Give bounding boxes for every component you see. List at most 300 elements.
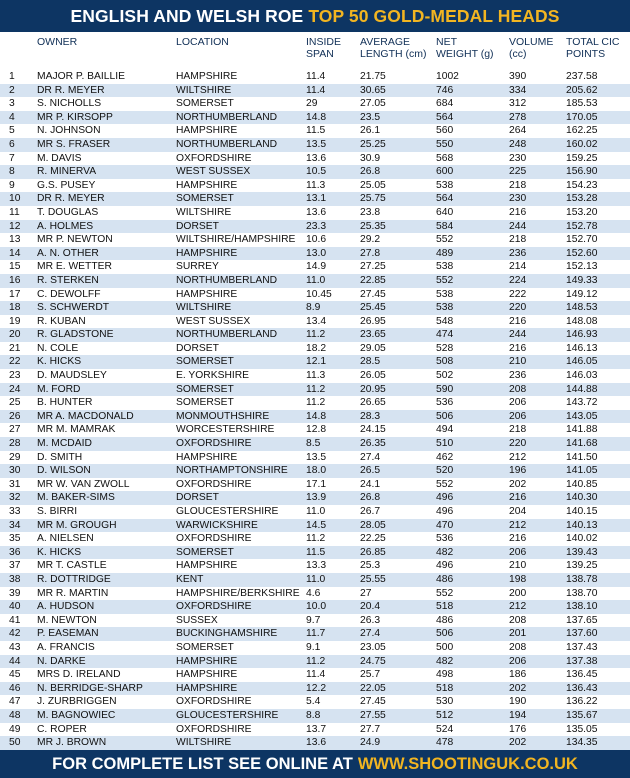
cell-inside-span: 18.0	[306, 465, 327, 477]
table-row	[0, 546, 630, 560]
cell-rank: 18	[9, 302, 21, 314]
cell-inside-span: 9.1	[306, 641, 321, 653]
table-row	[0, 410, 630, 424]
cell-total-points: 136.43	[566, 682, 598, 694]
cell-average-length: 26.7	[360, 506, 381, 517]
cell-location: NORTHUMBERLAND	[176, 138, 278, 150]
cell-location: HAMPSHIRE/BERKSHIRE	[176, 587, 300, 599]
cell-average-length: 22.85	[360, 274, 386, 286]
cell-net-weight: 684	[436, 98, 454, 110]
cell-volume: 216	[509, 342, 527, 354]
cell-owner: DR R. MEYER	[37, 84, 105, 96]
cell-average-length: 28.5	[360, 356, 381, 368]
cell-inside-span: 23.3	[306, 220, 327, 232]
cell-average-length: 27	[360, 587, 372, 599]
table-row	[0, 220, 630, 234]
cell-inside-span: 11.2	[306, 655, 326, 667]
cell-owner: R. DOTTRIDGE	[37, 573, 111, 585]
cell-total-points: 148.53	[566, 302, 598, 314]
cell-total-points: 153.20	[566, 206, 598, 218]
cell-owner: DR R. MEYER	[37, 193, 105, 205]
cell-inside-span: 11.4	[306, 71, 326, 82]
cell-inside-span: 11.2	[306, 397, 326, 409]
cell-total-points: 136.22	[566, 696, 598, 708]
cell-owner: A. FRANCIS	[37, 641, 95, 653]
cell-total-points: 153.28	[566, 193, 598, 205]
cell-owner: D. SMITH	[37, 451, 83, 463]
cell-net-weight: 568	[436, 152, 454, 164]
cell-inside-span: 10.5	[306, 166, 327, 178]
cell-location: HAMPSHIRE	[176, 560, 238, 572]
cell-owner: B. HUNTER	[37, 397, 93, 409]
cell-owner: M. DAVIS	[37, 152, 82, 164]
footer-text: FOR COMPLETE LIST SEE ONLINE AT	[52, 754, 353, 773]
cell-average-length: 25.55	[360, 573, 386, 585]
cell-rank: 29	[9, 451, 21, 463]
cell-inside-span: 11.0	[306, 274, 326, 286]
cell-total-points: 141.50	[566, 451, 598, 463]
table-row	[0, 641, 630, 655]
cell-owner: T. DOUGLAS	[37, 206, 99, 218]
cell-location: SUSSEX	[176, 614, 218, 626]
cell-total-points: 140.02	[566, 533, 598, 545]
cell-average-length: 25.35	[360, 220, 386, 232]
cell-rank: 2	[9, 84, 15, 96]
cell-net-weight: 538	[436, 261, 454, 273]
cell-average-length: 26.1	[360, 125, 381, 137]
cell-location: OXFORDSHIRE	[176, 152, 252, 164]
header-inside-span: INSIDE SPAN	[306, 36, 342, 60]
cell-average-length: 24.9	[360, 737, 381, 749]
header-volume: VOLUME (cc)	[509, 36, 554, 60]
table-row	[0, 233, 630, 247]
cell-owner: M. MCDAID	[37, 438, 92, 450]
cell-net-weight: 506	[436, 410, 454, 422]
cell-volume: 390	[509, 71, 527, 82]
cell-volume: 334	[509, 84, 527, 96]
cell-average-length: 29.2	[360, 234, 381, 246]
cell-rank: 16	[9, 274, 21, 286]
cell-inside-span: 13.4	[306, 315, 327, 327]
cell-location: BUCKINGHAMSHIRE	[176, 628, 278, 640]
cell-inside-span: 13.6	[306, 206, 327, 218]
table-row	[0, 165, 630, 179]
cell-inside-span: 13.0	[306, 247, 327, 259]
cell-rank: 46	[9, 682, 21, 694]
cell-location: HAMPSHIRE	[176, 288, 238, 300]
cell-average-length: 26.35	[360, 438, 386, 450]
cell-total-points: 148.08	[566, 315, 598, 327]
cell-volume: 218	[509, 234, 527, 246]
cell-total-points: 160.02	[566, 138, 598, 150]
cell-location: WILTSHIRE	[176, 302, 232, 314]
cell-total-points: 143.05	[566, 410, 598, 422]
cell-rank: 24	[9, 383, 21, 395]
cell-volume: 196	[509, 465, 527, 477]
cell-location: OXFORDSHIRE	[176, 533, 252, 545]
cell-net-weight: 496	[436, 492, 454, 504]
cell-net-weight: 494	[436, 424, 454, 436]
cell-inside-span: 11.5	[306, 125, 326, 137]
cell-location: SOMERSET	[176, 546, 234, 558]
cell-location: WORCESTERSHIRE	[176, 424, 275, 436]
cell-inside-span: 11.3	[306, 370, 326, 382]
cell-owner: MR S. FRASER	[37, 138, 111, 150]
cell-net-weight: 508	[436, 356, 454, 368]
cell-volume: 244	[509, 329, 527, 341]
title-accent: TOP 50 GOLD-MEDAL HEADS	[308, 5, 560, 26]
cell-owner: A. HOLMES	[37, 220, 94, 232]
header-location: LOCATION	[176, 36, 229, 48]
cell-net-weight: 486	[436, 614, 454, 626]
cell-owner: K. HICKS	[37, 356, 82, 368]
cell-owner: MR P. KIRSOPP	[37, 111, 113, 123]
table-row	[0, 451, 630, 465]
table-row	[0, 342, 630, 356]
cell-average-length: 25.45	[360, 302, 386, 314]
cell-net-weight: 512	[436, 709, 454, 721]
cell-rank: 17	[9, 288, 21, 300]
cell-average-length: 26.85	[360, 546, 386, 558]
cell-inside-span: 9.7	[306, 614, 321, 626]
cell-volume: 186	[509, 669, 527, 681]
cell-total-points: 138.70	[566, 587, 598, 599]
table-row	[0, 478, 630, 492]
cell-owner: MR W. VAN ZWOLL	[37, 478, 130, 490]
cell-location: WEST SUSSEX	[176, 315, 251, 327]
cell-average-length: 26.95	[360, 315, 386, 327]
cell-volume: 206	[509, 397, 527, 409]
cell-average-length: 26.3	[360, 614, 381, 626]
cell-total-points: 144.88	[566, 383, 598, 395]
cell-location: WARWICKSHIRE	[176, 519, 258, 531]
cell-owner: M. NEWTON	[37, 614, 97, 626]
cell-inside-span: 14.8	[306, 111, 327, 123]
cell-volume: 216	[509, 315, 527, 327]
cell-owner: S. BIRRI	[37, 506, 78, 517]
cell-net-weight: 500	[436, 641, 454, 653]
cell-inside-span: 11.2	[306, 383, 326, 395]
cell-total-points: 205.62	[566, 84, 598, 96]
cell-total-points: 136.45	[566, 669, 598, 681]
cell-total-points: 146.03	[566, 370, 598, 382]
cell-volume: 198	[509, 573, 527, 585]
cell-inside-span: 13.5	[306, 138, 327, 150]
header-average-length: AVERAGE LENGTH (cm)	[360, 36, 427, 60]
cell-owner: N. COLE	[37, 342, 79, 354]
cell-location: OXFORDSHIRE	[176, 478, 252, 490]
cell-volume: 176	[509, 723, 527, 735]
cell-average-length: 27.7	[360, 723, 381, 735]
table-row	[0, 111, 630, 125]
cell-location: SOMERSET	[176, 383, 234, 395]
cell-net-weight: 482	[436, 655, 454, 667]
cell-location: HAMPSHIRE	[176, 451, 238, 463]
table-row	[0, 383, 630, 397]
cell-volume: 212	[509, 451, 527, 463]
cell-inside-span: 12.1	[306, 356, 327, 368]
cell-location: WEST SUSSEX	[176, 166, 251, 178]
cell-average-length: 24.1	[360, 478, 381, 490]
cell-total-points: 152.13	[566, 261, 598, 273]
table-row	[0, 464, 630, 478]
cell-location: HAMPSHIRE	[176, 655, 238, 667]
cell-rank: 14	[9, 247, 21, 259]
table-row	[0, 179, 630, 193]
table-row	[0, 491, 630, 505]
table-row	[0, 736, 630, 750]
cell-net-weight: 538	[436, 288, 454, 300]
cell-location: DORSET	[176, 492, 219, 504]
cell-location: SOMERSET	[176, 641, 234, 653]
cell-location: HAMPSHIRE	[176, 125, 238, 137]
table-row	[0, 423, 630, 437]
cell-net-weight: 552	[436, 234, 454, 246]
cell-total-points: 146.05	[566, 356, 598, 368]
cell-owner: MRS D. IRELAND	[37, 669, 121, 681]
cell-total-points: 141.05	[566, 465, 598, 477]
table-row	[0, 627, 630, 641]
table-row	[0, 315, 630, 329]
cell-volume: 206	[509, 410, 527, 422]
cell-net-weight: 528	[436, 342, 454, 354]
table-row	[0, 206, 630, 220]
cell-net-weight: 552	[436, 274, 454, 286]
cell-owner: MR M. MAMRAK	[37, 424, 116, 436]
cell-average-length: 28.05	[360, 519, 386, 531]
cell-inside-span: 13.1	[306, 193, 327, 205]
cell-owner: G.S. PUSEY	[37, 179, 96, 191]
cell-rank: 3	[9, 98, 15, 110]
cell-volume: 278	[509, 111, 527, 123]
cell-owner: P. EASEMAN	[37, 628, 99, 640]
cell-volume: 210	[509, 560, 527, 572]
cell-volume: 225	[509, 166, 527, 178]
cell-rank: 36	[9, 546, 21, 558]
cell-location: SURREY	[176, 261, 219, 273]
cell-net-weight: 478	[436, 737, 454, 749]
cell-net-weight: 538	[436, 302, 454, 314]
table-row	[0, 274, 630, 288]
cell-net-weight: 746	[436, 84, 454, 96]
cell-average-length: 23.8	[360, 206, 381, 218]
cell-average-length: 26.5	[360, 465, 381, 477]
cell-volume: 230	[509, 152, 527, 164]
cell-owner: N. JOHNSON	[37, 125, 101, 137]
cell-location: OXFORDSHIRE	[176, 723, 252, 735]
cell-total-points: 149.33	[566, 274, 598, 286]
cell-inside-span: 11.4	[306, 669, 326, 681]
cell-net-weight: 590	[436, 383, 454, 395]
cell-owner: A. N. OTHER	[37, 247, 99, 259]
cell-average-length: 24.75	[360, 655, 386, 667]
table-row	[0, 682, 630, 696]
cell-net-weight: 520	[436, 465, 454, 477]
cell-average-length: 27.25	[360, 261, 386, 273]
cell-owner: MAJOR P. BAILLIE	[37, 71, 125, 82]
cell-rank: 12	[9, 220, 21, 232]
cell-owner: R. GLADSTONE	[37, 329, 114, 341]
table-row	[0, 152, 630, 166]
cell-total-points: 159.25	[566, 152, 598, 164]
cell-rank: 22	[9, 356, 21, 368]
cell-volume: 248	[509, 138, 527, 150]
cell-owner: C. ROPER	[37, 723, 87, 735]
cell-inside-span: 13.6	[306, 152, 327, 164]
cell-net-weight: 462	[436, 451, 454, 463]
cell-average-length: 27.05	[360, 98, 386, 110]
cell-average-length: 26.8	[360, 492, 381, 504]
cell-inside-span: 13.9	[306, 492, 327, 504]
cell-owner: MR R. MARTIN	[37, 587, 109, 599]
cell-total-points: 134.35	[566, 737, 598, 749]
cell-inside-span: 17.1	[306, 478, 327, 490]
cell-owner: M. FORD	[37, 383, 81, 395]
cell-volume: 206	[509, 546, 527, 558]
cell-volume: 194	[509, 709, 527, 721]
cell-owner: A. HUDSON	[37, 601, 95, 613]
table-row	[0, 723, 630, 737]
cell-rank: 19	[9, 315, 21, 327]
cell-location: NORTHUMBERLAND	[176, 111, 278, 123]
cell-net-weight: 560	[436, 125, 454, 137]
cell-net-weight: 548	[436, 315, 454, 327]
cell-inside-span: 29	[306, 98, 318, 110]
cell-net-weight: 518	[436, 682, 454, 694]
cell-net-weight: 1002	[436, 71, 459, 82]
cell-average-length: 23.5	[360, 111, 381, 123]
cell-total-points: 140.30	[566, 492, 598, 504]
cell-inside-span: 11.2	[306, 533, 326, 545]
cell-total-points: 138.10	[566, 601, 598, 613]
cell-total-points: 137.38	[566, 655, 598, 667]
cell-location: SOMERSET	[176, 98, 234, 110]
cell-average-length: 20.95	[360, 383, 386, 395]
cell-volume: 236	[509, 247, 527, 259]
cell-net-weight: 524	[436, 723, 454, 735]
cell-average-length: 24.15	[360, 424, 386, 436]
cell-average-length: 26.05	[360, 370, 386, 382]
footer-url-link[interactable]: WWW.SHOOTINGUK.CO.UK	[357, 754, 578, 773]
cell-location: OXFORDSHIRE	[176, 696, 252, 708]
table-body	[0, 70, 630, 750]
cell-location: OXFORDSHIRE	[176, 601, 252, 613]
cell-average-length: 29.05	[360, 342, 386, 354]
cell-location: HAMPSHIRE	[176, 71, 238, 82]
cell-net-weight: 482	[436, 546, 454, 558]
cell-net-weight: 498	[436, 669, 454, 681]
cell-rank: 42	[9, 628, 21, 640]
cell-volume: 218	[509, 424, 527, 436]
cell-total-points: 162.25	[566, 125, 598, 137]
table-row	[0, 124, 630, 138]
table-row	[0, 559, 630, 573]
cell-average-length: 27.4	[360, 451, 381, 463]
table-row	[0, 587, 630, 601]
cell-average-length: 28.3	[360, 410, 381, 422]
cell-rank: 43	[9, 641, 21, 653]
cell-owner: D. MAUDSLEY	[37, 370, 107, 382]
cell-location: SOMERSET	[176, 356, 234, 368]
cell-rank: 8	[9, 166, 15, 178]
table-row	[0, 519, 630, 533]
cell-inside-span: 11.3	[306, 179, 326, 191]
cell-total-points: 141.88	[566, 424, 598, 436]
cell-average-length: 27.4	[360, 628, 381, 640]
cell-total-points: 139.43	[566, 546, 598, 558]
cell-inside-span: 13.3	[306, 560, 327, 572]
cell-average-length: 23.65	[360, 329, 386, 341]
table-row	[0, 301, 630, 315]
cell-rank: 33	[9, 506, 21, 517]
cell-rank: 15	[9, 261, 21, 273]
cell-net-weight: 536	[436, 397, 454, 409]
cell-volume: 208	[509, 641, 527, 653]
cell-rank: 47	[9, 696, 21, 708]
cell-average-length: 21.75	[360, 71, 386, 82]
cell-rank: 30	[9, 465, 21, 477]
cell-inside-span: 8.5	[306, 438, 321, 450]
cell-owner: S. SCHWERDT	[37, 302, 110, 314]
cell-location: DORSET	[176, 220, 219, 232]
cell-volume: 222	[509, 288, 527, 300]
table-row	[0, 97, 630, 111]
cell-average-length: 30.9	[360, 152, 381, 164]
cell-total-points: 149.12	[566, 288, 598, 300]
header-owner: OWNER	[37, 36, 78, 48]
table-row	[0, 437, 630, 451]
cell-net-weight: 496	[436, 506, 454, 517]
cell-total-points: 139.25	[566, 560, 598, 572]
cell-rank: 9	[9, 179, 15, 191]
cell-total-points: 135.05	[566, 723, 598, 735]
cell-rank: 13	[9, 234, 21, 246]
cell-owner: MR P. NEWTON	[37, 234, 113, 246]
cell-net-weight: 640	[436, 206, 454, 218]
cell-total-points: 140.13	[566, 519, 598, 531]
cell-location: SOMERSET	[176, 193, 234, 205]
cell-inside-span: 14.8	[306, 410, 327, 422]
cell-volume: 200	[509, 587, 527, 599]
table-row	[0, 573, 630, 587]
cell-inside-span: 11.0	[306, 506, 326, 517]
cell-rank: 34	[9, 519, 21, 531]
cell-total-points: 152.70	[566, 234, 598, 246]
table-row	[0, 84, 630, 98]
table-row	[0, 668, 630, 682]
cell-average-length: 26.8	[360, 166, 381, 178]
cell-owner: R. KUBAN	[37, 315, 86, 327]
cell-location: HAMPSHIRE	[176, 682, 238, 694]
cell-owner: S. NICHOLLS	[37, 98, 102, 110]
table-row	[0, 695, 630, 709]
cell-rank: 6	[9, 138, 15, 150]
cell-volume: 210	[509, 356, 527, 368]
cell-owner: M. BAGNOWIEC	[37, 709, 116, 721]
cell-net-weight: 552	[436, 478, 454, 490]
cell-average-length: 22.05	[360, 682, 386, 694]
cell-inside-span: 18.2	[306, 342, 327, 354]
cell-inside-span: 4.6	[306, 587, 321, 599]
cell-net-weight: 470	[436, 519, 454, 531]
cell-volume: 202	[509, 682, 527, 694]
cell-rank: 11	[9, 206, 20, 218]
cell-inside-span: 10.45	[306, 288, 332, 300]
cell-owner: MR M. GROUGH	[37, 519, 117, 531]
cell-rank: 31	[9, 478, 21, 490]
cell-total-points: 135.67	[566, 709, 598, 721]
cell-rank: 50	[9, 737, 21, 749]
